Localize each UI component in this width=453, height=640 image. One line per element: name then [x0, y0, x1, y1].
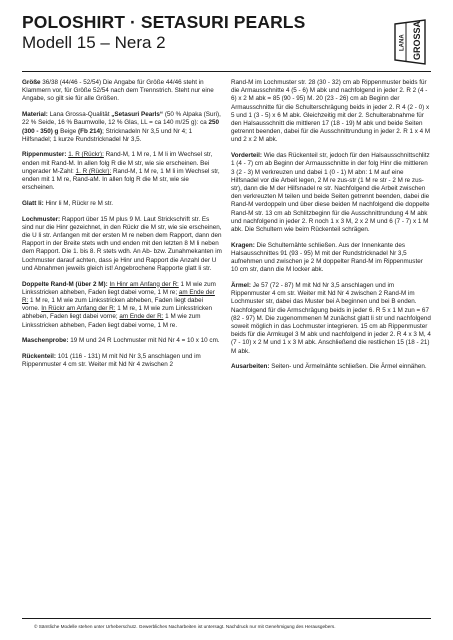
glatt-li-paragraph	[22, 200, 222, 208]
material-text-4: ; Stricknadeln Nr 3,5 und Nr 4; 1 Hilfsnadel; 1 kurze Rundstricknadel Nr 3,5.	[22, 127, 193, 143]
doppelte-rand-m-ende-1: am Ende der R:	[22, 288, 215, 304]
doppelte-rand-m-text-4: 1 M wie zum Linksstricken abheben, Faden liegt dabei vorne, 1 M re.	[22, 313, 201, 329]
vorderteil-heading: Vorderteil:	[231, 152, 263, 160]
doppelte-rand-m-hinr: In Hinr am Anfang der R:	[109, 280, 179, 288]
kragen-paragraph	[231, 242, 431, 275]
page-subtitle: Modell 15 – Nera 2	[22, 33, 166, 52]
material-heading: Material:	[22, 111, 48, 119]
copyright-footer: © Sämtliche Modelle stehen unter Urheberschutz. Gewerbliches Nacharbeiten ist untersagt. Nachdruck nur mit Genehmigung des Herausgebers.	[34, 624, 336, 629]
kragen-heading: Kragen:	[231, 241, 255, 249]
material-paragraph	[22, 111, 222, 144]
material-text-1: Lana Grossa-Qualität	[47, 111, 112, 119]
doppelte-rand-m-ende-2: am Ende der R:	[119, 313, 164, 321]
logo-text-lana: LANA	[399, 34, 406, 51]
doppelte-rand-m-paragraph	[22, 281, 222, 330]
vorderteil-paragraph	[231, 152, 431, 234]
right-column	[231, 79, 431, 379]
doppelte-rand-m-text-3: 1 M re, 1 M wie zum Linksstricken abheben, Faden liegt dabei vorne;	[22, 305, 213, 321]
doppelte-rand-m-rueckr: In Rückr am Anfang der R:	[41, 305, 116, 313]
page-title: POLOSHIRT · SETASURI PEARLS	[22, 12, 306, 32]
groesse-text: 36/38 (44/46 - 52/54) Die Angabe für Größe 44/46 steht in Klammern vor, für Größe 52/54 nach dem Trennstrich. Steht nur eine Angabe, so gilt sie für alle Größen.	[22, 79, 214, 103]
material-quality: „Setasuri Pearls“	[111, 111, 164, 119]
rueckenteil-continued-paragraph	[231, 79, 431, 145]
rippenmuster-row-label-1: 1. R (Rückr):	[68, 151, 104, 159]
groesse-paragraph	[22, 79, 222, 104]
glatt-li-text: Hinr li M, Rückr re M str.	[43, 199, 113, 207]
material-text-2: (50 % Alpaka (Suri), 22 % Seide, 16 % Baumwolle, 12 % Glas, LL = ca 140 m/25 g): ca	[22, 111, 221, 127]
ausarbeiten-text: Seiten- und Ärmelnähte schließen. Die Ärmel einnähen.	[269, 363, 427, 371]
groesse-heading: Größe	[22, 79, 41, 86]
aermel-paragraph	[231, 282, 431, 356]
footer-divider	[22, 618, 431, 619]
maschenprobe-paragraph	[22, 337, 222, 345]
vorderteil-text: Wie das Rückenteil str, jedoch für den Halsausschnittschlitz 1 (4 - 7) cm ab Beginn der Armausschnitte in der folg Hinr die mittleren 3 (2 - 3) M verkreuzen und dabei 1 (0 - 1) M abn: 1 M auf eine Hilfsnadel vor die Arbeit legen, 2 M re zus-str (1 M re str - 2 M re zus-str), dann die M der Hilfsnadel re str. Nachfolgend die Arbeit zwischen den verkreuzten M teilen und beide Seiten getrennt beenden, dabei die Rand-M verdoppeln und über diese beiden M nachfolgend die doppelte Rand-M str. 13 cm ab Schlitzbeginn für die Ausschnittrundung 4 M abk und nachfolgend in jeder 2. R noch 1 x 3 M, 2 x 2 M und 6 (7 - 7) x 1 M abk. Die Schultern wie beim Rückenteil schrägen.	[231, 152, 430, 233]
left-column	[22, 79, 222, 377]
rueckenteil-continued-text: Rand-M im Lochmuster str. 28 (30 - 32) cm ab Rippenmuster beids für die Armausschnitte 4 (5 - 6) M abk und nachfolgend in jeder 2. R 2 (4 - 6) x 2 M abk = 85 (90 - 95) M. 20 (23 - 26) cm ab Beginn der Armausschnitte für die Schulterschrägung beids in jeder 2. R 4 (2 - 0) x 5 und 1 (3 - 5) x 6 M abk. Gleichzeitig mit der 2. Schulterabnahme für den Halsausschnitt die mittleren 17 (18 - 19) M abk und beide Seiten getrennt beenden, dabei für die Ausschnittrundung in jeder 2. R 1 x 4 M und 2 x 2 M abk.	[231, 79, 431, 144]
aermel-heading: Ärmel:	[231, 281, 251, 289]
rueckenteil-text: 101 (116 - 131) M mit Nd Nr 3,5 anschlagen und im Rippenmuster 4 cm str. Weiter mit Nd Nr 4 zwischen 2	[22, 352, 201, 369]
rippenmuster-row-label-2: 1. R (Rückr):	[75, 167, 112, 175]
lochmuster-heading: Lochmuster:	[22, 215, 61, 223]
rippenmuster-paragraph	[22, 151, 222, 192]
maschenprobe-text: 19 M und 24 R Lochmuster mit Nd Nr 4 = 10 x 10 cm.	[68, 337, 220, 345]
doppelte-rand-m-heading: Doppelte Rand-M (über 2 M):	[22, 280, 108, 288]
lochmuster-text: Rapport über 15 M plus 9 M. Laut Strickschrift str. Es sind nur die Hinr gezeichnet, in den Rückr die M str, wie sie erscheinen, die U li str. Anfangen mit der ersten M re neben dem Rapport, dann den Rapport in der Breite stets wdh und enden mit den letzten 8 M li neben dem Rapport. Die 1. bis 8. R stets wdh. An Ab- bzw. Zunahmekanten im Lochmuster darauf achten, dass je Hinr und Rapport die Anzahl der U und Abnahmen jeweils gleich ist! Angebrochene Rapporte glatt li str.	[22, 215, 222, 272]
logo-text-grossa: GROSSA	[412, 20, 422, 60]
rippenmuster-text-2: Rand-M, 1 M re, 1 M li im Wechsel str, enden mit 1 M re, Rand-aM. In allen folg R die M str, wie sie erscheinen.	[22, 167, 220, 192]
rueckenteil-heading: Rückenteil:	[22, 352, 56, 360]
doppelte-rand-m-text-1: 1 M wie zum Linksstricken abheben, Faden liegt dabei vorne, 1 M re;	[22, 280, 216, 296]
doppelte-rand-m-text-2: 1 M re, 1 M wie zum Linksstricken abheben, Faden liegt dabei vorne.	[22, 296, 203, 313]
aermel-text: Je 57 (72 - 87) M mit Nd Nr 3,5 anschlagen und im Rippenmuster 4 cm str. Weiter mit Nd Nr 4 zwischen 2 Rand-M im Lochmuster str, dabei das Muster bei A beginnen und bei B enden. Nachfolgend für die Armschrägung beids in jeder 6. R 5 x 1 M zun = 67 (82 - 97) M. Die zugenommenen M zunächst glatt li str und nachfolgend soweit möglich in das Lochmuster integrieren. 15 cm ab Rippenmuster beids für die Armkugel 3 M abk und nachfolgend in jeder 2. R 4 x 3 M, 4 (7 - 10) x 2 M und 1 x 3 M abk. Anschließend die restlichen 15 (18 - 21) M abk.	[231, 281, 431, 355]
kragen-text: Die Schulternähte schließen. Aus der Innenkante des Halsausschnittes 91 (93 - 95) M mit der Rundstricknadel Nr 3,5 aufnehmen und zwischen je 2 M doppelter Rand-M im Rippenmuster 10 cm str, dann die M locker abk.	[231, 241, 423, 274]
lana-grossa-logo	[393, 18, 427, 66]
material-color: (Fb 214)	[78, 127, 103, 135]
material-amount: 250 (300 - 350) g	[22, 119, 220, 135]
rueckenteil-paragraph	[22, 353, 222, 369]
ausarbeiten-heading: Ausarbeiten:	[231, 363, 270, 371]
lochmuster-paragraph	[22, 216, 222, 273]
maschenprobe-heading: Maschenprobe:	[22, 337, 69, 345]
material-text-3: Beige	[58, 127, 79, 135]
rippenmuster-heading: Rippenmuster:	[22, 151, 67, 159]
ausarbeiten-paragraph	[231, 363, 431, 371]
glatt-li-heading: Glatt li:	[22, 199, 44, 207]
header-divider	[22, 71, 431, 72]
rippenmuster-text-1: Rand-M, 1 M re, 1 M li im Wechsel str, enden mit Rand-M. In allen folg R die M str, wie sie erscheinen. Bei ungerader M-Zahl:	[22, 151, 213, 175]
